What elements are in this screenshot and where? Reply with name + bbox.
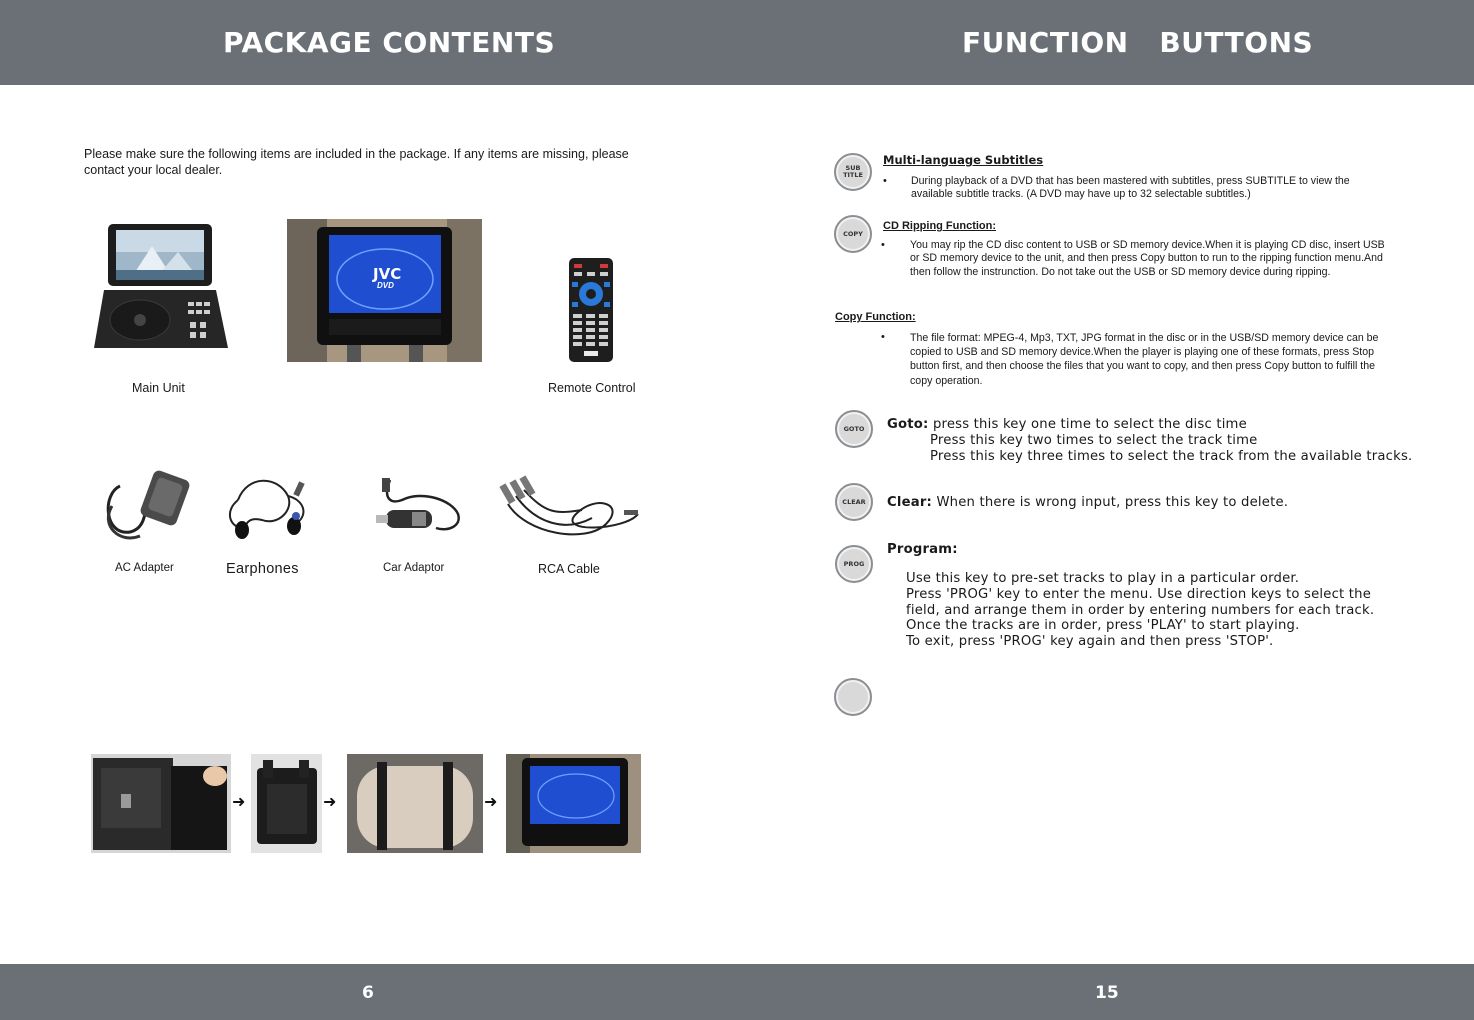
main-unit-image (90, 220, 230, 355)
clear-text: When there is wrong input, press this key to delete. (936, 495, 1289, 510)
ac-adapter-image (100, 466, 198, 546)
copy-button-icon: COPY (834, 215, 872, 253)
arrow-icon: ➜ (323, 794, 337, 811)
program-line: field, and arrange them in order by entering numbers for each track. (906, 602, 1375, 618)
goto-line-2: Press this key two times to select the track time (930, 432, 1258, 448)
remote-control-image (566, 256, 616, 364)
goto-button-icon: GOTO (835, 410, 873, 448)
earphones-image (218, 470, 318, 548)
program-label-line (887, 542, 958, 558)
clear-label: Clear: (887, 495, 933, 510)
blank-button-icon (834, 678, 872, 716)
caption-car-adaptor: Car Adaptor (383, 562, 445, 574)
footer-band (0, 964, 1474, 1020)
subtitles-heading: Multi-language Subtitles (883, 153, 1044, 167)
prog-button-icon: PROG (835, 545, 873, 583)
clear-button-icon: CLEAR (835, 483, 873, 521)
program-line: Once the tracks are in order, press 'PLAY' to start playing. (906, 618, 1300, 634)
arrow-icon: ➜ (232, 794, 246, 811)
left-page-number: 6 (362, 983, 374, 1003)
program-label: Program: (887, 542, 958, 557)
arrow-icon: ➜ (484, 794, 498, 811)
right-page-title: FUNCTION BUTTONS (962, 26, 1314, 59)
copy-function-text: The file format: MPEG-4, Mp3, TXT, JPG format in the disc or in the USB/SD memory device can be copied to USB and SD memory device.When the player is playing one of these formats, press Stop button first, and then choose the files that you want to copy, and then press Copy button to fulfill the copy operation. (910, 332, 1379, 387)
install-step-2-image (251, 754, 322, 853)
subtitle-button-icon: SUB TITLE (834, 153, 872, 191)
caption-earphones: Earphones (226, 561, 299, 577)
intro-text: Please make sure the following items are included in the package. If any items are missing, please contact your local dealer. (84, 147, 629, 177)
goto-line-3: Press this key three times to select the track from the available tracks. (930, 448, 1413, 464)
cd-ripping-text: You may rip the CD disc content to USB or SD memory device.When it is playing CD disc, insert USB or SD memory device to the unit, and then press Copy button to run to the ripping function menu.And then follow the instrunction. Do not take out the USB or SD memory device during ripping. (910, 239, 1385, 278)
install-step-3-image (347, 754, 483, 853)
bullet: • (883, 175, 887, 187)
car-adaptor-image (372, 470, 468, 546)
program-description (906, 571, 1466, 650)
left-page-title: PACKAGE CONTENTS (223, 26, 556, 59)
headrest-unit-image (287, 219, 482, 362)
jvc-logo: JVC (373, 265, 402, 283)
clear-description (887, 495, 1467, 511)
goto-line-1: press this key one time to select the disc time (932, 417, 1247, 432)
install-step-4-image (506, 754, 641, 853)
caption-ac-adapter: AC Adapter (115, 562, 174, 574)
caption-remote-control: Remote Control (548, 381, 636, 395)
bullet: • (881, 239, 885, 251)
cd-ripping-heading: CD Ripping Function: (883, 220, 997, 232)
program-line: To exit, press 'PROG' key again and then press 'STOP'. (906, 634, 1274, 650)
goto-description (887, 417, 1467, 464)
right-page-number: 15 (1095, 983, 1119, 1003)
copy-function-heading: Copy Function: (835, 311, 916, 323)
goto-label: Goto: (887, 417, 929, 432)
caption-rca-cable: RCA Cable (538, 562, 600, 576)
rca-cable-image (496, 474, 642, 548)
program-line: Use this key to pre-set tracks to play in a particular order. (906, 571, 1300, 586)
install-step-1-image (91, 754, 231, 853)
subtitles-text: During playback of a DVD that has been mastered with subtitles, press SUBTITLE to view the available subtitle tracks. (A DVD may have up to 32 selectable subtitles.) (911, 175, 1350, 201)
dvd-logo: DVD (377, 281, 394, 290)
program-line: Press 'PROG' key to enter the menu. Use direction keys to select the (906, 586, 1372, 602)
caption-main-unit: Main Unit (132, 381, 185, 395)
bullet: • (881, 331, 885, 343)
